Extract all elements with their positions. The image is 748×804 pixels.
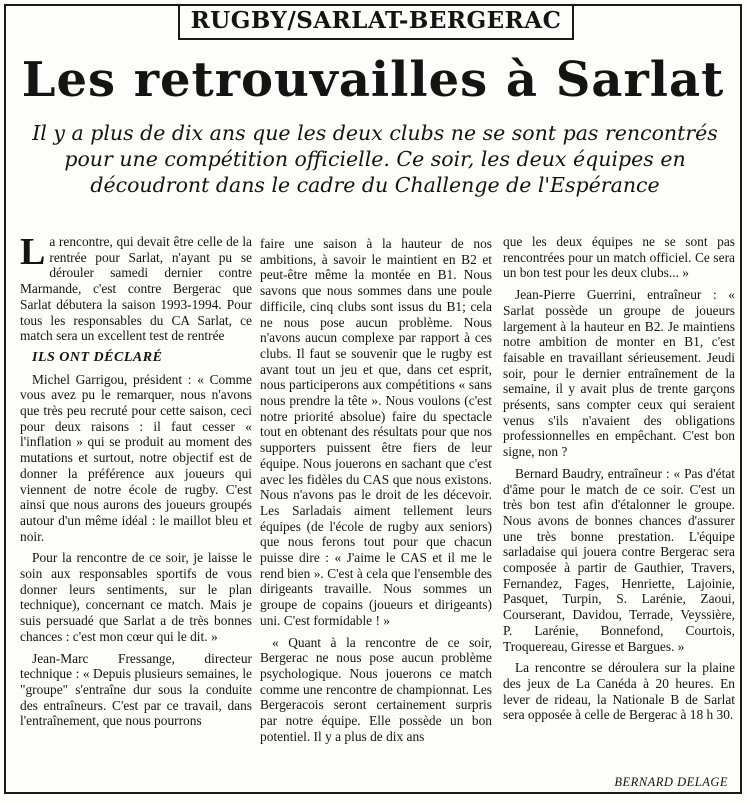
intro-text: a rencontre, qui devait être celle de la rentrée pour Sarlat, n'ayant pu se dérouler samedi dernier contre Marmande, c'est contre Bergerac que Sarlat débutera la saison 1993-1994. Pour tous les responsables du CA Sarlat, ce match sera un excellent test de rentrée (20, 234, 252, 344)
headline: Les retrouvailles à Sarlat (21, 52, 725, 108)
drop-cap: L (20, 231, 46, 273)
subhead: ILS ONT DÉCLARÉ (32, 349, 163, 365)
paragraph: Michel Garrigou, président : « Comme vous avez pu le remarquer, nous n'avons que très peu recruté pour cette saison, ceci pour deux raisons : il faut cesser « l'inflation » qui se produit au moment des mutations et surtout, notre objectif est de donner la préférence aux joueurs qui viennent de notre école de rugby. C'est ainsi que nous aurons des joueurs groupés autour d'un même idéal : le maillot bleu et noir. (20, 371, 252, 544)
intro-paragraph (20, 231, 252, 344)
paragraph: faire une saison à la hauteur de nos ambitions, à savoir le maintient en B2 et peut-être même la montée en B1. Nous savons que nous sommes dans une poule difficile, cinq clubs sont issus du B1; cela ne nous pose aucun problème. Nous n'avons aucun complexe par rapport à ces clubs. Il faut se souvenir que le rugby est avant tout un jeu et que, dans cet esprit, nous participerons aux compétitions « sans nous prendre la tête ». Nous voulons (c'est notre priorité absolue) faire du spectacle tout en obtenant des résultats pour que nos supporters puissent être fiers de leur équipe. Nous jouerons en sachant que c'est avec les fidèles du CAS que nous existons. Nous n'avons pas le droit de les décevoir. Les Sarladais aiment tellement leurs équipes (de l'école de rugby aux seniors) que nous ferons tout pour que chacun puisse dire : « J'aime le CAS et il me le rend bien ». C'est à cela que l'ensemble des dirigeants travaille. Nous sommes un groupe de copains (joueurs et dirigeants) uni. C'est formidable ! » (260, 236, 492, 628)
deck: Il y a plus de dix ans que les deux clubs ne se sont pas rencontrés pour une compétition officielle. Ce soir, les deux équipes en découdront dans le cadre du Challenge de l'Espérance (32, 121, 718, 197)
paragraph: La rencontre se déroulera sur la plaine des jeux de La Canéda à 20 heures. En lever de rideau, la Nationale B de Sarlat sera opposée à celle de Bergerac à 18 h 30. (503, 660, 735, 723)
article-body (20, 231, 735, 790)
newspaper-clipping (4, 4, 742, 794)
paragraph: que les deux équipes ne se sont pas rencontrées pour un match officiel. Ce sera un bon test pour les deux clubs... » (503, 234, 735, 281)
paragraph: Jean-Pierre Guerrini, entraîneur : « Sarlat possède un groupe de joueurs largement à la hauteur en B2. Je maintiens notre ambition de monter en B1, c'est faisable en travaillant sérieusement. Jeudi soir, pour le dernier entraînement de la semaine, il y avait plus de trente garçons présents, sans compter ceux qui seraient venus s'ils n'avaient des obligations professionnelles en empêchant. C'est bon signe, non ? (503, 287, 735, 460)
paragraph: Bernard Baudry, entraîneur : « Pas d'état d'âme pour le match de ce soir. C'est un très bon test afin d'étalonner le groupe. Nous avons de bonnes chances d'assurer une très bonne prestation. L'équipe sarladaise qui jouera contre Bergerac sera composée à partir de Gauthier, Travers, Fernandez, Fages, Henriette, Lajoinie, Pasquet, Turpin, S. Larénie, Zaoui, Courserant, Davidou, Terrade, Veyssière, P. Larénie, Bonnefond, Courtois, Troquereau, Giresse et Bargues. » (503, 465, 735, 654)
byline: BERNARD DELAGE (614, 775, 728, 789)
column-3 (503, 234, 735, 729)
column-1 (20, 231, 252, 735)
paragraph: Pour la rencontre de ce soir, je laisse le soin aux responsables sportifs de vous donner leurs sentiments, sur le plan technique), concernant ce match. Mais je suis persuadé que Sarlat a de très bonnes chances : c'est mon cœur qui le dit. » (20, 550, 252, 644)
column-2 (260, 236, 492, 751)
paragraph: « Quant à la rencontre de ce soir, Bergerac ne nous pose aucun problème psychologique. Nous jouerons ce match comme une rencontre de championnat. Les Bergeracois seront certainement surpris par notre équipe. Elle possède un bon potentiel. Il y a plus de dix ans (260, 634, 492, 744)
section-kicker: RUGBY/SARLAT-BERGERAC (178, 6, 574, 40)
paragraph: Jean-Marc Fressange, directeur technique : « Depuis plusieurs semaines, le "groupe" s'entraîne dur sous la conduite des entraîneurs. C'est par ce travail, dans l'entraînement, que nous pourrons (20, 650, 252, 729)
